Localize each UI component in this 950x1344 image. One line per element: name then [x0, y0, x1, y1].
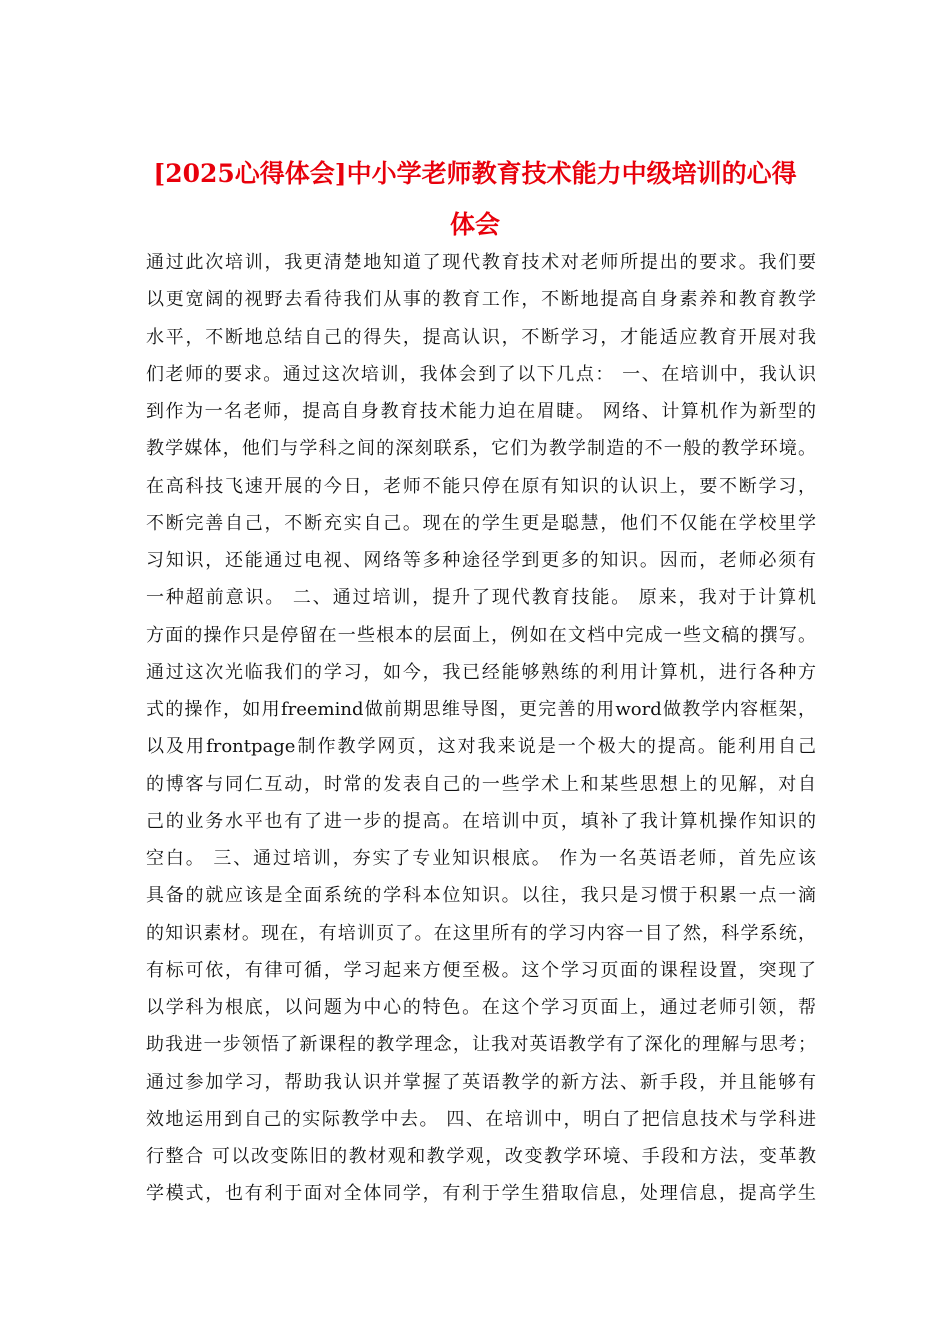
body-line: 的知识素材。现在，有培训页了。在这里所有的学习内容一目了然，科学系统， [146, 922, 816, 944]
body-line: 行整合 可以改变陈旧的教材观和教学观，改变教学环境、手段和方法，变革教 [146, 1146, 816, 1167]
body-line: 一种超前意识。 二、通过培训，提升了现代教育技能。 原来，我对于计算机 [146, 587, 816, 609]
document-title [130, 148, 820, 250]
body-line: 通过这次光临我们的学习，如今，我已经能够熟练的利用计算机，进行各种方 [146, 661, 816, 683]
title-line: 体会 [449, 210, 500, 239]
body-line: 们老师的要求。通过这次培训，我体会到了以下几点： 一、在培训中，我认识 [146, 363, 816, 385]
body-line: 空白。 三、通过培训，夯实了专业知识根底。 作为一名英语老师，首先应该 [146, 848, 816, 869]
document-body [146, 244, 816, 1213]
body-line: 通过参加学习，帮助我认识并掌握了英语教学的新方法、新手段，并且能够有 [146, 1071, 816, 1093]
body-line: 不断完善自己，不断充实自己。现在的学生更是聪慧，他们不仅能在学校里学 [146, 512, 816, 534]
body-line: 效地运用到自己的实际教学中去。 四、在培训中，明白了把信息技术与学科进 [146, 1108, 816, 1130]
body-line: 的博客与同仁互动，时常的发表自己的一些学术上和某些思想上的见解，对自 [146, 773, 816, 795]
body-line: 助我进一步领悟了新课程的教学理念，让我对英语教学有了深化的理解与思考； [146, 1034, 816, 1056]
body-line: 习知识，还能通过电视、网络等多种途径学到更多的知识。因而，老师必须有 [146, 550, 816, 571]
body-line: 己的业务水平也有了进一步的提高。在培训中页，填补了我计算机操作知识的 [146, 810, 816, 832]
body-line: 教学媒体，他们与学科之间的深刻联系，它们为教学制造的不一般的教学环境。 [146, 438, 816, 460]
body-line: 式的操作，如用freemind做前期思维导图，更完善的用word做教学内容框架， [146, 699, 816, 720]
body-line: 在高科技飞速开展的今日，老师不能只停在原有知识的认识上，要不断学习， [146, 475, 816, 497]
body-line: 以学科为根底，以问题为中心的特色。在这个学习页面上，通过老师引领，帮 [146, 997, 816, 1018]
body-line: 以及用frontpage制作教学网页，这对我来说是一个极大的提高。能利用自己 [146, 736, 816, 758]
body-line: 方面的操作只是停留在一些根本的层面上，例如在文档中完成一些文稿的撰写。 [146, 624, 816, 646]
body-line: 具备的就应该是全面系统的学科本位知识。以往，我只是习惯于积累一点一滴 [146, 885, 816, 907]
body-line: 到作为一名老师，提高自身教育技术能力迫在眉睫。 网络、计算机作为新型的 [146, 401, 816, 422]
body-line: 水平，不断地总结自己的得失，提高认识，不断学习，才能适应教育开展对我 [146, 326, 816, 348]
body-line: 学模式，也有利于面对全体同学，有利于学生猎取信息，处理信息，提高学生 [146, 1183, 816, 1205]
body-line: 有标可依，有律可循，学习起来方便至极。这个学习页面的课程设置，突现了 [146, 959, 816, 981]
body-line: 通过此次培训，我更清楚地知道了现代教育技术对老师所提出的要求。我们要 [146, 252, 816, 273]
title-line: [2025心得体会]中小学老师教育技术能力中级培训的心得 [153, 159, 797, 188]
body-line: 以更宽阔的视野去看待我们从事的教育工作，不断地提高自身素养和教育教学 [146, 289, 816, 311]
